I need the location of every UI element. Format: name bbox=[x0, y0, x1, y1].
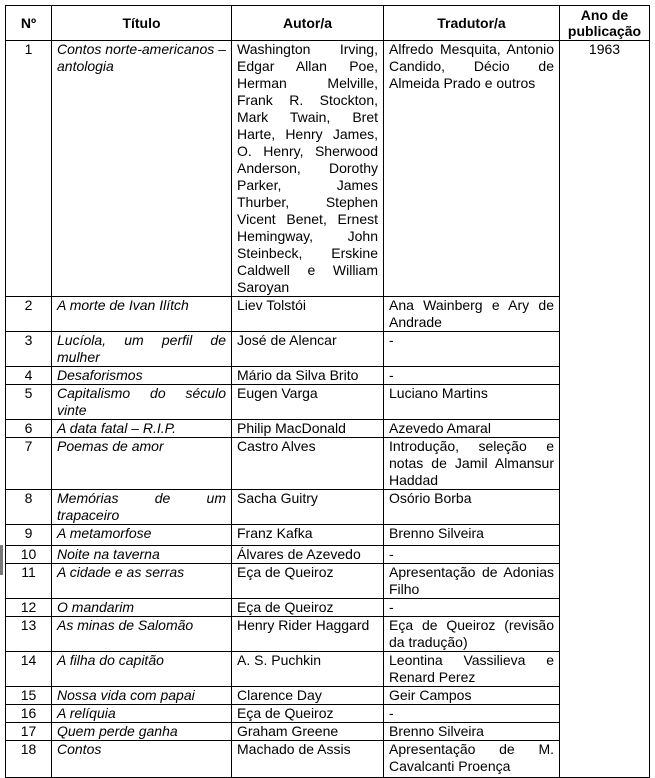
cell-num: 1 bbox=[6, 41, 52, 297]
cell-title: A cidade e as serras bbox=[52, 564, 232, 599]
cell-title: A metamorfose bbox=[52, 525, 232, 546]
cell-translator: Ana Wainberg e Ary de Andrade bbox=[384, 297, 560, 332]
cell-num: 17 bbox=[6, 723, 52, 741]
cell-translator: Luciano Martins bbox=[384, 385, 560, 420]
cell-translator: Apresentação de M. Cavalcanti Proença bbox=[384, 741, 560, 778]
table-row bbox=[6, 564, 650, 599]
cell-author: Eugen Varga bbox=[232, 385, 384, 420]
cell-title: Contos norte-americanos – antologia bbox=[52, 41, 232, 297]
cell-title: Contos bbox=[52, 741, 232, 778]
table-row bbox=[6, 367, 650, 385]
table-row bbox=[6, 41, 650, 297]
cell-translator: Apresentação de Adonias Filho bbox=[384, 564, 560, 599]
cell-num: 16 bbox=[6, 705, 52, 723]
cell-author: Franz Kafka bbox=[232, 525, 384, 546]
cell-translator: Azevedo Amaral bbox=[384, 420, 560, 438]
cell-translator: - bbox=[384, 546, 560, 564]
cell-title: Quem perde ganha bbox=[52, 723, 232, 741]
cell-translator: Alfredo Mesquita, Antonio Candido, Décio de Almeida Prado e outros bbox=[384, 41, 560, 297]
table-row bbox=[6, 332, 650, 367]
cell-author: Mário da Silva Brito bbox=[232, 367, 384, 385]
table-row bbox=[6, 420, 650, 438]
cell-num: 5 bbox=[6, 385, 52, 420]
cell-author: Eça de Queiroz bbox=[232, 564, 384, 599]
cell-author: Castro Alves bbox=[232, 438, 384, 490]
cell-translator: - bbox=[384, 367, 560, 385]
table-row bbox=[6, 525, 650, 546]
cell-author: Eça de Queiroz bbox=[232, 705, 384, 723]
cell-translator: Introdução, seleção e notas de Jamil Almansur Haddad bbox=[384, 438, 560, 490]
table-row bbox=[6, 687, 650, 705]
cell-title: Nossa vida com papai bbox=[52, 687, 232, 705]
cell-translator: Geir Campos bbox=[384, 687, 560, 705]
cell-num: 4 bbox=[6, 367, 52, 385]
header-row bbox=[6, 6, 650, 41]
cell-author: Graham Greene bbox=[232, 723, 384, 741]
cell-title: Noite na taverna bbox=[52, 546, 232, 564]
cell-translator: Leontina Vassilieva e Renard Perez bbox=[384, 652, 560, 687]
table-row bbox=[6, 546, 650, 564]
cell-title: A data fatal – R.I.P. bbox=[52, 420, 232, 438]
cell-author: A. S. Puchkin bbox=[232, 652, 384, 687]
cell-author: Sacha Guitry bbox=[232, 490, 384, 525]
cell-num: 3 bbox=[6, 332, 52, 367]
cell-title: A relíquia bbox=[52, 705, 232, 723]
margin-marker bbox=[0, 545, 3, 575]
cell-author: Washington Irving, Edgar Allan Poe, Herman Melville, Frank R. Stockton, Mark Twain, Bret Harte, Henry James, O. Henry, Sherwood Anderson, Dorothy Parker, James Thurber, Stephen Vicent Benet, Ernest Hemingway, John Steinbeck, Erskine Caldwell e William Saroyan bbox=[232, 41, 384, 297]
cell-title: Desaforismos bbox=[52, 367, 232, 385]
cell-num: 11 bbox=[6, 564, 52, 599]
table-row bbox=[6, 490, 650, 525]
cell-num: 6 bbox=[6, 420, 52, 438]
cell-title: A filha do capitão bbox=[52, 652, 232, 687]
cell-title: Poemas de amor bbox=[52, 438, 232, 490]
cell-translator: Brenno Silveira bbox=[384, 525, 560, 546]
cell-num: 7 bbox=[6, 438, 52, 490]
cell-author: Philip MacDonald bbox=[232, 420, 384, 438]
cell-num: 15 bbox=[6, 687, 52, 705]
cell-author: Clarence Day bbox=[232, 687, 384, 705]
publications-table bbox=[5, 5, 650, 778]
cell-num: 13 bbox=[6, 617, 52, 652]
cell-translator: Osório Borba bbox=[384, 490, 560, 525]
cell-title: Memórias de um trapaceiro bbox=[52, 490, 232, 525]
header-title: Título bbox=[52, 6, 232, 41]
cell-num: 8 bbox=[6, 490, 52, 525]
table-row bbox=[6, 705, 650, 723]
cell-author: José de Alencar bbox=[232, 332, 384, 367]
cell-year: 1963 bbox=[560, 41, 650, 778]
cell-author: Álvares de Azevedo bbox=[232, 546, 384, 564]
table-row bbox=[6, 297, 650, 332]
cell-num: 10 bbox=[6, 546, 52, 564]
cell-translator: Brenno Silveira bbox=[384, 723, 560, 741]
table-row bbox=[6, 741, 650, 778]
table-row bbox=[6, 617, 650, 652]
cell-translator: - bbox=[384, 332, 560, 367]
table-row bbox=[6, 652, 650, 687]
header-year: Ano de publicação bbox=[560, 6, 650, 41]
cell-title: As minas de Salomão bbox=[52, 617, 232, 652]
cell-author: Eça de Queiroz bbox=[232, 599, 384, 617]
header-num: Nº bbox=[6, 6, 52, 41]
table-row bbox=[6, 438, 650, 490]
cell-translator: Eça de Queiroz (revisão da tradução) bbox=[384, 617, 560, 652]
table-row bbox=[6, 723, 650, 741]
header-translator: Tradutor/a bbox=[384, 6, 560, 41]
table-row bbox=[6, 385, 650, 420]
cell-title: A morte de Ivan Ilítch bbox=[52, 297, 232, 332]
cell-title: Lucíola, um perfil de mulher bbox=[52, 332, 232, 367]
cell-title: Capitalismo do século vinte bbox=[52, 385, 232, 420]
cell-num: 18 bbox=[6, 741, 52, 778]
cell-num: 12 bbox=[6, 599, 52, 617]
cell-translator: - bbox=[384, 705, 560, 723]
cell-author: Henry Rider Haggard bbox=[232, 617, 384, 652]
cell-title: O mandarim bbox=[52, 599, 232, 617]
cell-author: Machado de Assis bbox=[232, 741, 384, 778]
cell-author: Liev Tolstói bbox=[232, 297, 384, 332]
cell-num: 2 bbox=[6, 297, 52, 332]
header-author: Autor/a bbox=[232, 6, 384, 41]
table-row bbox=[6, 599, 650, 617]
cell-num: 9 bbox=[6, 525, 52, 546]
cell-num: 14 bbox=[6, 652, 52, 687]
cell-translator: - bbox=[384, 599, 560, 617]
